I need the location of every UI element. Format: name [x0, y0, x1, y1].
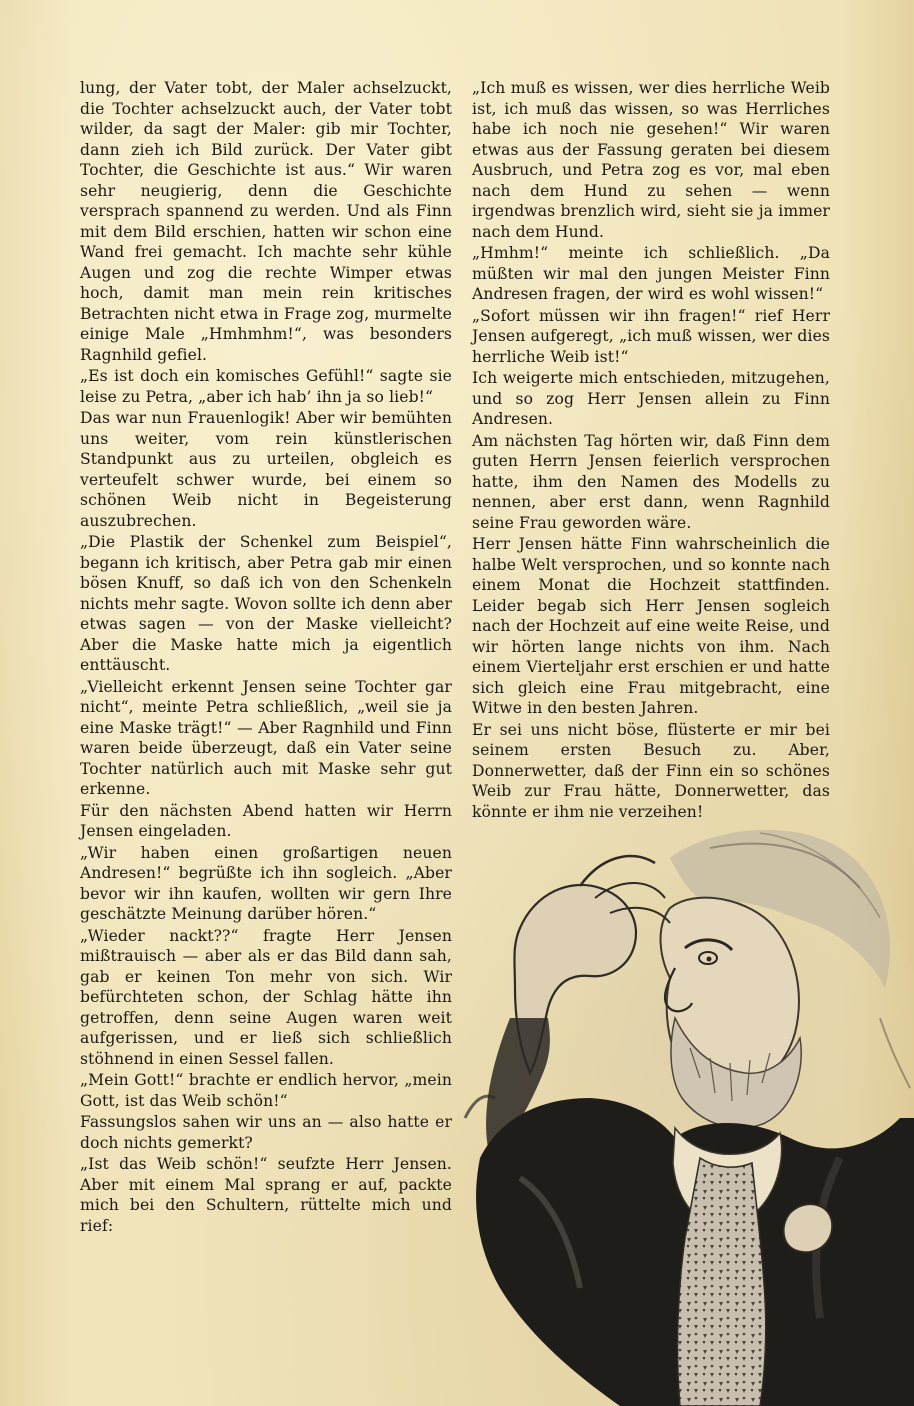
- paragraph: Herr Jensen hätte Finn wahrscheinlich die halbe Welt versprochen, und so konnte nach einem Monat die Hochzeit stattfinden. Leider begab sich Herr Jensen sogleich nach der Hochzeit auf eine weite Reise, und wir hörten lange nichts von ihm. Nach einem Vierteljahr erst erschien er und hatte sich gleich eine Frau mitgebracht, eine Witwe in den besten Jahren.: [472, 535, 830, 717]
- left-text-column: [80, 78, 452, 1237]
- paragraph: „Ich muß es wissen, wer dies herrliche Weib ist, ich muß das wissen, so was Herrliches habe ich noch nie gesehen!“ Wir waren etwas aus der Fassung geraten bei diesem Ausbruch, und Petra zog es vor, mal eben nach dem Hund zu sehen — wenn irgendwas brenzlich wird, sieht sie ja immer nach dem Hund.: [472, 79, 830, 241]
- paragraph: Ich weigerte mich entschieden, mitzugehen, und so zog Herr Jensen allein zu Finn Andresen.: [472, 369, 830, 428]
- paragraph: „Sofort müssen wir ihn fragen!“ rief Herr Jensen aufgeregt, „ich muß wissen, wer dies herrliche Weib ist!“: [472, 306, 830, 366]
- paragraph: Am nächsten Tag hörten wir, daß Finn dem guten Herrn Jensen feierlich versprochen hatte, ihm den Namen des Modells zu nennen, aber erst dann, wenn Ragnhild seine Frau geworden wäre.: [472, 431, 830, 532]
- paragraph: lung, der Vater tobt, der Maler achselzuckt, die Tochter achselzuckt auch, der Vater tobt wilder, da sagt der Maler: gib mir Tochter, dann zieh ich Bild zurück. Der Vater gibt Tochter, die Geschichte ist aus.“ Wir waren sehr neugierig, denn die Geschichte versprach spannend zu werden. Und als Finn mit dem Bild erschien, hatten wir schon eine Wand frei gemacht. Ich machte sehr kühle Augen und zog die rechte Wimper etwas hoch, damit man mein rein kritisches Betrachten nicht etwa in Frage zog, murmelte einige Male „Hmhmhm!“, was besonders Ragnhild gefiel.: [80, 79, 452, 364]
- paragraph: Fassungslos sahen wir uns an — also hatte er doch nichts gemerkt?: [80, 1113, 452, 1152]
- ink-sketch-old-man-illustration: [460, 818, 914, 1406]
- paragraph: „Mein Gott!“ brachte er endlich hervor, „mein Gott, ist das Weib schön!“: [80, 1071, 452, 1110]
- paragraph: „Hmhm!“ meinte ich schließlich. „Da müßten wir mal den jungen Meister Finn Andresen fragen, der wird es wohl wissen!“: [472, 244, 830, 303]
- paragraph: „Ist das Weib schön!“ seufzte Herr Jensen. Aber mit einem Mal sprang er auf, packte mich bei den Schultern, rüttelte mich und rief:: [80, 1155, 452, 1235]
- paragraph: „Wieder nackt??“ fragte Herr Jensen mißtrauisch — aber als er das Bild dann sah, gab er keinen Ton mehr von sich. Wir befürchteten schon, der Schlag hätte ihn getroffen, denn seine Augen waren weit aufgerissen, und er ließ sich schließlich stöhnend in einen Sessel fallen.: [80, 926, 452, 1068]
- illustration-svg: [460, 818, 914, 1406]
- paragraph: Für den nächsten Abend hatten wir Herrn Jensen eingeladen.: [80, 801, 452, 840]
- paragraph: Er sei uns nicht böse, flüsterte er mir bei seinem ersten Besuch zu. Aber, Donnerwetter, daß der Finn ein so schönes Weib zur Frau hätte, Donnerwetter, das könnte er ihm nie verzeihen!: [472, 720, 830, 821]
- paragraph: Das war nun Frauenlogik! Aber wir bemühten uns weiter, vom rein künstlerischen Standpunkt aus zu urteilen, obgleich es verteufelt schwer wurde, bei einem so schönen Weib nicht in Begeisterung auszubrechen.: [80, 409, 452, 530]
- right-text-column: [472, 78, 830, 823]
- paragraph: „Vielleicht erkennt Jensen seine Tochter gar nicht“, meinte Petra schließlich, „weil sie ja eine Maske trägt!“ — Aber Ragnhild und Finn waren beide überzeugt, daß ein Vater seine Tochter natürlich auch mit Maske sehr gut erkenne.: [80, 677, 452, 798]
- paragraph: „Es ist doch ein komisches Gefühl!“ sagte sie leise zu Petra, „aber ich hab’ ihn ja so lieb!“: [80, 367, 452, 406]
- paragraph: „Die Plastik der Schenkel zum Beispiel“, begann ich kritisch, aber Petra gab mir einen bösen Knuff, so daß ich von den Schenkeln nichts mehr sagte. Wovon sollte ich denn aber etwas sagen — von der Maske vielleicht? Aber die Maske hatte mich ja eigentlich enttäuscht.: [80, 533, 452, 674]
- paragraph: „Wir haben einen großartigen neuen Andresen!“ begrüßte ich ihn sogleich. „Aber bevor wir ihn kaufen, wollten wir gern Ihre geschätzte Meinung darüber hören.“: [80, 843, 452, 923]
